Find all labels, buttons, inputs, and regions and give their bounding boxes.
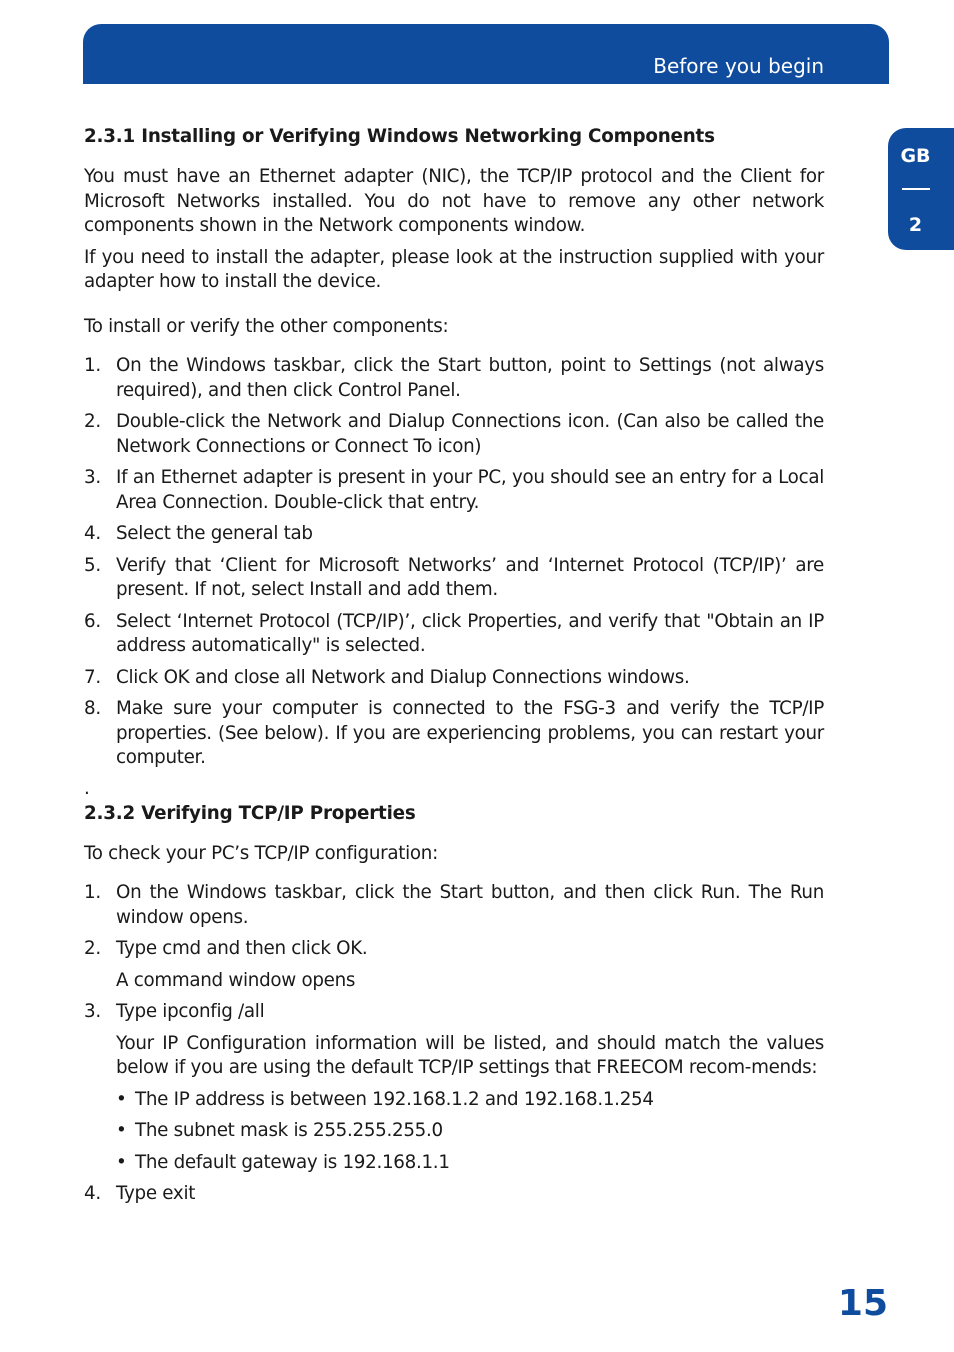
bullet-icon: •	[116, 1151, 127, 1173]
step-number: 5.	[84, 554, 101, 576]
step-number: 4.	[84, 1183, 101, 1204]
step-text: Select the general tab	[116, 523, 313, 544]
step-text: Select ‘Internet Protocol (TCP/IP)’, click Properties, and verify that "Obtain an IP address automatically" is selected.	[116, 610, 824, 656]
step-text: If an Ethernet adapter is present in your PC, you should see an entry for a Local Area Connection. Double-click that entry.	[116, 467, 824, 513]
section-heading-2-3-2: 2.3.2 Verifying TCP/IP Properties	[84, 802, 416, 824]
list-item	[116, 1119, 824, 1144]
bullet-text: The default gateway is 192.168.1.1	[135, 1151, 450, 1173]
list-item	[84, 410, 824, 459]
language-label: GB	[900, 145, 931, 167]
install-steps-list	[84, 354, 824, 771]
install-lead: To install or verify the other components:	[84, 315, 449, 337]
list-item	[84, 610, 824, 659]
step-text: Make sure your computer is connected to the FSG-3 and verify the TCP/IP properties. (See below). If you are experiencing problems, you can restart your computer.	[116, 698, 824, 768]
step-text: On the Windows taskbar, click the Start button, point to Settings (not always required), and then click Control Panel.	[116, 355, 824, 401]
step-text: Verify that ‘Client for Microsoft Networks’ and ‘Internet Protocol (TCP/IP)’ are present. If not, select Install and add them.	[116, 554, 824, 600]
list-item	[84, 1182, 824, 1207]
step-text: Type exit	[116, 1183, 196, 1204]
bullet-text: The subnet mask is 255.255.255.0	[135, 1120, 443, 1141]
list-item	[84, 554, 824, 603]
bullet-icon: •	[116, 1120, 127, 1141]
step-note: A command window opens	[116, 969, 356, 991]
list-item	[84, 697, 824, 771]
step-text: Double-click the Network and Dialup Connections icon. (Can also be called the Network Connections or Connect To icon)	[116, 411, 824, 457]
list-item	[116, 1151, 824, 1176]
adapter-paragraph: If you need to install the adapter, please look at the instruction supplied with your adapter how to install the device.	[84, 246, 824, 292]
section-heading-2-3-1: 2.3.1 Installing or Verifying Windows Networking Components	[84, 126, 715, 147]
step-text: Click OK and close all Network and Dialup Connections windows.	[116, 666, 690, 688]
bullet-text: The IP address is between 192.168.1.2 and 192.168.1.254	[135, 1088, 654, 1110]
header-bar	[83, 24, 889, 84]
list-item	[84, 881, 824, 930]
step-number: 7.	[84, 666, 101, 688]
verify-steps-list-cont	[84, 1000, 824, 1025]
step-number: 1.	[84, 882, 101, 903]
step-number: 6.	[84, 610, 101, 632]
list-item	[116, 1088, 824, 1113]
list-item	[84, 666, 824, 691]
step-text: Type cmd and then click OK.	[116, 938, 368, 959]
step-number: 3.	[84, 467, 101, 488]
list-item	[84, 466, 824, 515]
verify-steps-list-end	[84, 1182, 824, 1207]
list-item	[84, 354, 824, 403]
bullet-icon: •	[116, 1088, 127, 1110]
step-number: 3.	[84, 1001, 101, 1022]
stray-period: .	[84, 777, 90, 799]
step-number: 2.	[84, 411, 101, 432]
list-item	[84, 522, 824, 547]
step-number: 8.	[84, 698, 101, 719]
step-number: 2.	[84, 938, 101, 959]
step-note: Your IP Configuration information will be listed, and should match the values below if you are using the default TCP/IP settings that FREECOM recom-mends:	[116, 1032, 824, 1078]
list-item	[84, 1000, 824, 1025]
chapter-side-tab	[888, 128, 954, 250]
step-text: Type ipconfig /all	[116, 1001, 265, 1022]
header-title: Before you begin	[653, 54, 824, 78]
step-number: 1.	[84, 355, 101, 376]
chapter-number: 2	[908, 214, 923, 236]
page-content	[84, 124, 824, 1214]
list-item	[84, 937, 824, 962]
default-settings-list	[84, 1088, 824, 1176]
verify-steps-list	[84, 881, 824, 962]
intro-paragraph: You must have an Ethernet adapter (NIC), the TCP/IP protocol and the Client for Microsoft Networks installed. You do not have to remove any other network components shown in the Network components window.	[84, 166, 824, 236]
side-tab-divider	[902, 188, 930, 190]
step-text: On the Windows taskbar, click the Start button, and then click Run. The Run window opens.	[116, 882, 824, 928]
step-number: 4.	[84, 523, 101, 544]
page-number: 15	[837, 1283, 888, 1324]
check-lead: To check your PC’s TCP/IP configuration:	[84, 842, 438, 864]
